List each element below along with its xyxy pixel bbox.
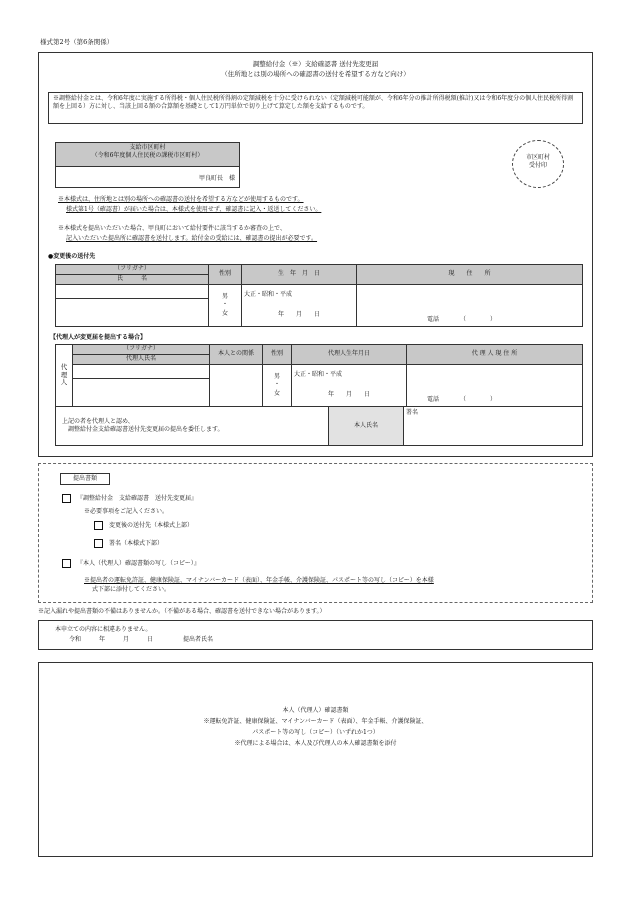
municipality-header: 支給市区町村 （令和6年度個人住民税の課税市区町村） <box>56 143 239 167</box>
agent-side-label: 代理人 <box>56 345 73 407</box>
reception-stamp: 市区町村 受付印 <box>512 140 564 188</box>
note-review-1: ※本様式を提出いただいた場合、甲良町において給付要件に該当するか審査の上で、 <box>58 225 286 232</box>
id-attachment-area[interactable] <box>38 662 593 857</box>
confirmation-date-signature[interactable]: 令和 年 月 日 提出者氏名 <box>69 636 214 644</box>
docs-item-1a[interactable]: 変更後の送付先（本様式上部） <box>94 521 193 530</box>
dest-birth-header: 生 年 月 日 <box>242 265 357 285</box>
docs-item-2-note-2: 式下部に添付してください。 <box>92 586 171 593</box>
agent-name-header: 代理人氏名 <box>73 355 210 365</box>
agent-furigana-header: （フリガナ） <box>73 345 210 355</box>
agent-gender-cell[interactable]: 男 ・ 女 <box>263 365 292 407</box>
attach-note-2: パスポート等の写し（コピー）（いずれか1つ） <box>252 729 379 737</box>
confirmation-box <box>38 620 593 650</box>
principal-name-label: 本人氏名 <box>329 407 404 446</box>
note-usage-2: 様式第1号（確認書）が届いた場合は、本様式を使用せず、確認書に記入・返送してください。 <box>66 206 322 213</box>
docs-item-2-note-1: ※提出者の運転免許証、健康保険証、マイナンバーカード（表面）、年金手帳、介護保険証、パスポート等の写し（コピー）を本様 <box>84 577 434 584</box>
note-review-2: 記入いただいた提出所に確認書を送付します。給付金の受給には、確認書の提出が必要です。 <box>66 235 318 242</box>
docs-item-1b-checkbox[interactable] <box>94 539 103 548</box>
attach-note-1: ※運転免許証、健康保険証、マイナンバーカード（表面）、年金手帳、介護保険証、 <box>203 718 428 726</box>
docs-title: 提出書類 <box>60 473 110 485</box>
docs-item-1a-checkbox[interactable] <box>94 521 103 530</box>
municipality-box <box>55 142 240 188</box>
dest-gender-header: 性別 <box>209 265 242 285</box>
principal-signature-field[interactable]: 署名 <box>404 407 583 446</box>
agent-address-cell[interactable] <box>407 365 583 407</box>
delegation-text: 上記の者を代理人と認め、 調整給付金支給確認書送付先変更届の提出を委任します。 <box>56 407 329 446</box>
attach-title: 本人（代理人）確認書類 <box>282 707 349 714</box>
docs-item-1-note: ※必要事項をご記入ください。 <box>84 508 169 515</box>
docs-item-2[interactable]: 『本人（代理人）確認書類の写し（コピー）』 <box>62 559 200 568</box>
docs-item-2-checkbox[interactable] <box>62 559 71 568</box>
agent-tel-label: 電話 （ ） <box>427 395 497 403</box>
agent-birth-header: 代理人生年月日 <box>292 345 407 365</box>
docs-item-1-checkbox[interactable] <box>62 494 71 503</box>
definition-note <box>48 92 583 124</box>
dest-tel-label: 電話 （ ） <box>427 315 497 323</box>
dest-gender-cell[interactable]: 男 ・ 女 <box>209 285 242 327</box>
form-number: 様式第2号（第6条関係） <box>40 38 114 46</box>
warning-text: ※記入漏れや提出書類の不備はありませんか。（不備がある場合、確認書を送付できない場合があります。） <box>38 608 326 615</box>
dest-table <box>55 264 583 327</box>
definition-note-text: ※調整給付金とは、令和6年度に実施する所得税・個人住民税所得割の定額減税を十分に受けられない（定額減税可能額が、令和6年分の推計所得税額(推計)又は令和6年度分の個人住民税所得割額を上回る）方に対し、当該上回る額の合算額を基礎として1万円単位で切り上げて算定した額を支給するものです。 <box>53 95 574 111</box>
agent-gender-header: 性別 <box>263 345 292 365</box>
dest-birth-cell[interactable]: 大正・昭和・平成 年 月 日 <box>242 285 357 327</box>
form-subtitle: （住所地とは別の場所への確認書の送付を希望する方など向け） <box>221 70 410 78</box>
agent-relation-header: 本人との関係 <box>210 345 263 365</box>
docs-item-1[interactable]: 『調整給付金 支給確認書 送付先変更届』 <box>62 494 197 503</box>
dest-address-header: 現 住 所 <box>357 265 583 285</box>
agent-address-header: 代 理 人 現 住 所 <box>407 345 583 365</box>
dest-address-cell[interactable] <box>357 285 583 327</box>
agent-birth-cell[interactable]: 大正・昭和・平成 年 月 日 <box>292 365 407 407</box>
docs-item-1b[interactable]: 署名（本様式下部） <box>94 539 163 548</box>
dest-name-input[interactable] <box>56 299 209 327</box>
agent-section-title: 【代理人が変更届を提出する場合】 <box>50 334 147 341</box>
agent-table <box>55 344 583 407</box>
dest-section-title: ●変更後の送付先 <box>48 253 96 260</box>
note-usage-1: ※本様式は、住所地とは別の場所への確認書の送付を希望する方などが使用するものです。 <box>58 196 304 203</box>
mayor-addressee: 甲良町長 様 <box>198 175 235 182</box>
form-title: 調整給付金（※）支給確認書 送付先変更届 <box>252 60 379 68</box>
agent-relation-input[interactable] <box>210 365 263 407</box>
delegation-table <box>55 406 583 446</box>
dest-name-header: 氏 名 <box>56 275 209 285</box>
agent-furigana-input[interactable] <box>73 365 210 379</box>
dest-furigana-input[interactable] <box>56 285 209 299</box>
attach-note-3: ※代理による場合は、本人及び代理人の本人確認書類を添付 <box>234 740 397 748</box>
confirmation-statement: 本申立ての内容に相違ありません。 <box>55 626 152 633</box>
agent-name-input[interactable] <box>73 379 210 407</box>
dest-furigana-header: （フリガナ） <box>56 265 209 275</box>
